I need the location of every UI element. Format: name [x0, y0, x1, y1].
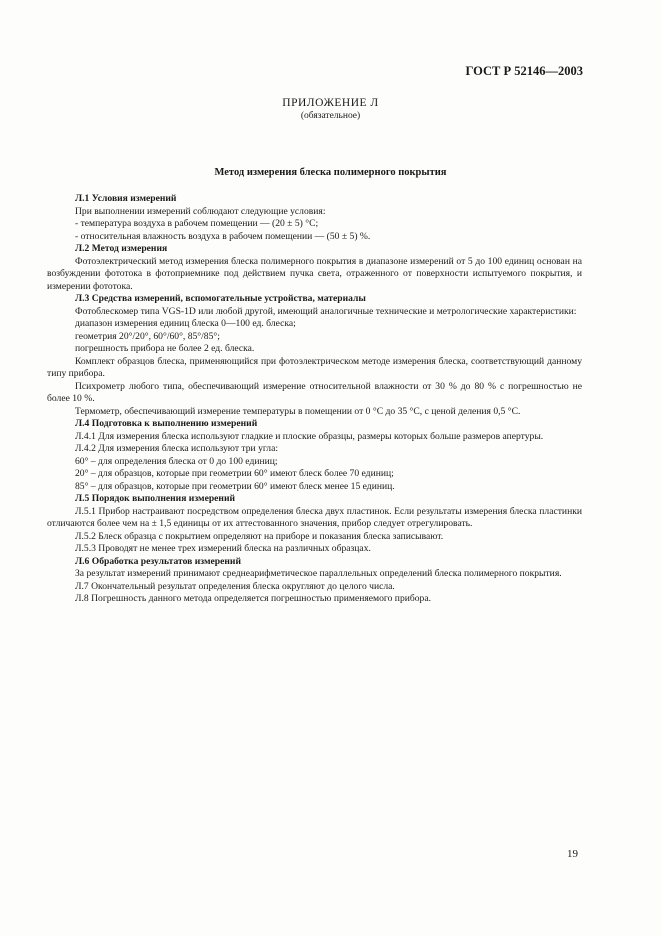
paragraph: Фотоблескомер типа VGS-1D или любой другой, имеющий аналогичные технические и метрологические характеристики: — [75, 305, 577, 317]
page-number: 19 — [567, 848, 578, 860]
section-heading: Л.5 Порядок выполнения измерений — [75, 493, 236, 504]
section-heading: Л.3 Средства измерений, вспомогательные устройства, материалы — [75, 293, 366, 304]
paragraph: Л.7 Окончательный результат определения блеска округляют до целого числа. — [75, 580, 395, 592]
paragraph: Л.8 Погрешность данного метода определяется погрешностью применяемого прибора. — [75, 593, 432, 604]
paragraph: погрешность прибора не более 2 ед. блеска. — [75, 343, 255, 354]
paragraph: - температура воздуха в рабочем помещении — (20 ± 5) °С; — [75, 218, 319, 229]
paragraph: геометрия 20°/20°, 60°/60°, 85°/85°; — [75, 330, 220, 342]
paragraph: При выполнении измерений соблюдают следующие условия: — [75, 205, 326, 217]
section-heading: Л.4 Подготовка к выполнению измерений — [75, 418, 258, 429]
appendix-heading — [0, 96, 661, 122]
paragraph: 85° – для образцов, которые при геометрии 60° имеют блеск менее 15 единиц. — [75, 480, 395, 492]
section-heading: Л.6 Обработка результатов измерений — [75, 555, 241, 567]
paragraph: Л.5.1 Прибор настраивают посредством определения блеска двух пластинок. Если результаты измерения блеска пластинки отличаются более чем на ± 1,5 единицы от их аттестованного значения, прибор следует отрегулировать. — [47, 505, 582, 529]
document-body — [47, 193, 582, 606]
paragraph: 20° – для образцов, которые при геометрии 60° имеют блеск более 70 единиц; — [75, 468, 394, 479]
paragraph: Фотоэлектрический метод измерения блеска полимерного покрытия в диапазоне измерений от 5 до 100 единиц основан на возбуждении фототока в фотоприемнике под действием пучка света, отраженного от поверхности испытуемого покрытия, и измерении фототока. — [47, 255, 582, 292]
paragraph: Л.4.1 Для измерения блеска используют гладкие и плоские образцы, размеры которых больше размеров апертуры. — [75, 430, 544, 442]
paragraph: диапазон измерения единиц блеска 0—100 ед. блеска; — [75, 318, 296, 329]
paragraph: Л.4.2 Для измерения блеска используют три угла: — [75, 443, 279, 454]
paragraph: - относительная влажность воздуха в рабочем помещении — (50 ± 5) %. — [75, 230, 371, 242]
section-heading: Л.1 Условия измерений — [75, 193, 177, 204]
paragraph: Психрометр любого типа, обеспечивающий измерение относительной влажности от 30 % до 80 % с погрешностью не более 10 %. — [47, 380, 582, 404]
paragraph: Л.5.2 Блеск образца с покрытием определяют на приборе и показания блеска записывают. — [75, 530, 444, 542]
paragraph: Комплект образцов блеска, применяющийся при фотоэлектрическом методе измерения блеска, соответствующий данному типу прибора. — [47, 355, 582, 379]
paragraph: Термометр, обеспечивающий измерение температуры в помещении от 0 °С до 35 °С, с ценой деления 0,5 °С. — [75, 405, 521, 417]
paragraph: За результат измерений принимают среднеарифметическое параллельных определений блеска полимерного покрытия. — [75, 568, 562, 579]
appendix-subtitle: (обязательное) — [300, 111, 361, 121]
document-title: Метод измерения блеска полимерного покрытия — [214, 167, 447, 178]
appendix-title: ПРИЛОЖЕНИЕ Л — [282, 97, 379, 109]
document-code: ГОСТ Р 52146—2003 — [465, 64, 583, 78]
section-heading: Л.2 Метод измерения — [75, 243, 168, 254]
paragraph: 60° – для определения блеска от 0 до 100 единиц; — [75, 455, 278, 467]
paragraph: Л.5.3 Проводят не менее трех измерений блеска на различных образцах. — [75, 543, 371, 554]
